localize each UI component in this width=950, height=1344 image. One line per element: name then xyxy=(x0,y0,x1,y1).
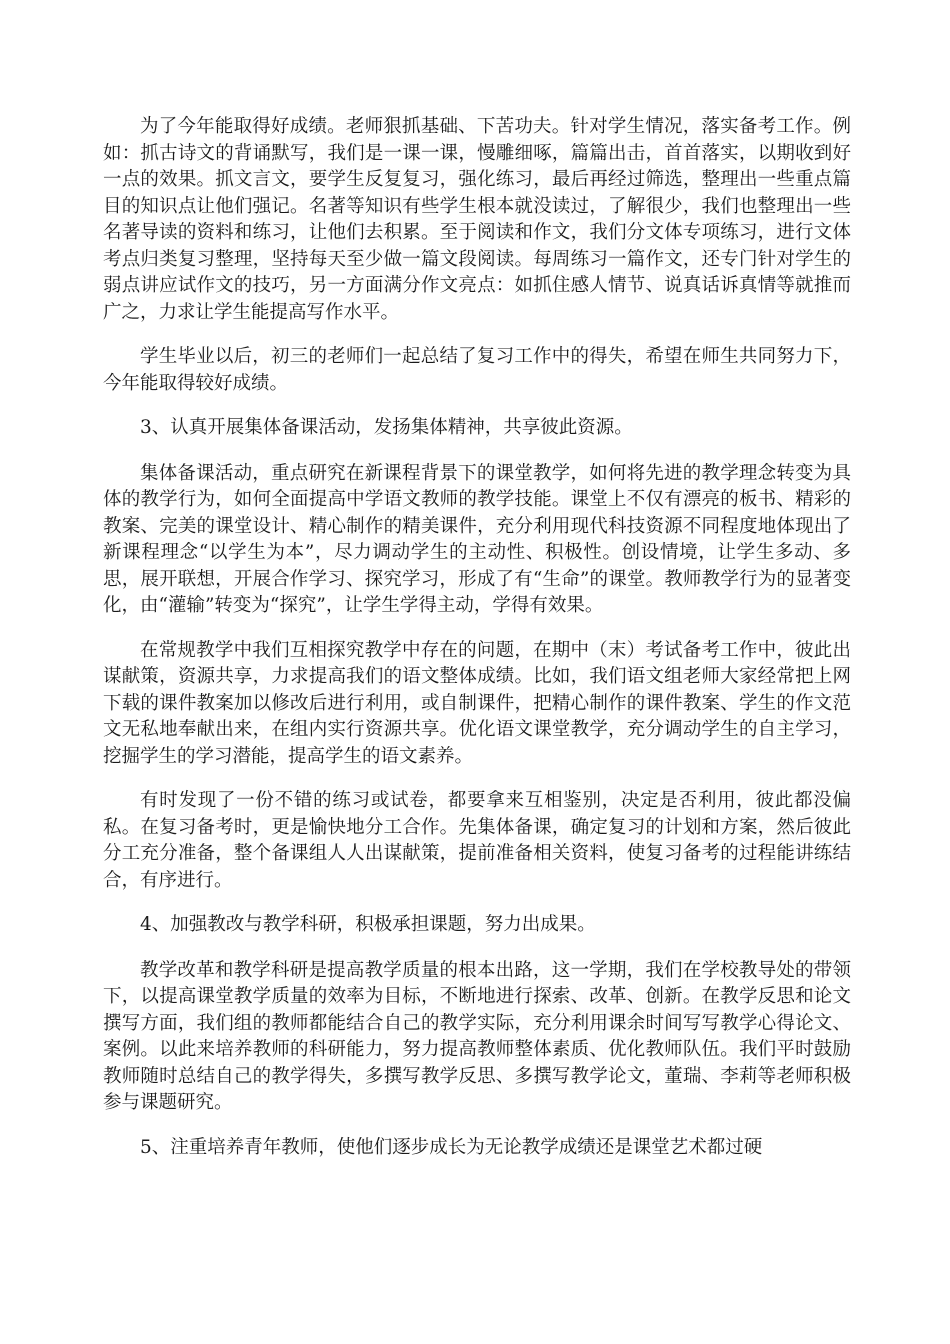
document-body xyxy=(103,114,851,1180)
paragraph-teaching-research: 教学改革和教学科研是提高教学质量的根本出路，这一学期，我们在学校教导处的带领下，以提高课堂教学质量的效率为目标，不断地进行探索、改革、创新。在教学反思和论文撰写方面，我们组的教师都能结合自己的教学实际，充分利用课余时间写写教学心得论文、案例。以此来培养教师的科研能力，努力提高教师整体素质、优化教师队伍。我们平时鼓励教师随时总结自己的教学得失，多撰写教学反思、多撰写教学论文，董瑞、李莉等老师积极参与课题研究。 xyxy=(103,959,851,1113)
section-heading-3: 3、认真开展集体备课活动，发扬集体精神，共享彼此资源。 xyxy=(140,417,633,438)
paragraph-collective-lesson-prep: 集体备课活动，重点研究在新课程背景下的课堂教学，如何将先进的教学理念转变为具体的教学行为，如何全面提高中学语文教师的教学技能。课堂上不仅有漂亮的板书、精彩的教案、完美的课堂设计、精心制作的精美课件，充分利用现代科技资源不同程度地体现出了新课程理念“以学生为本”，尽力调动学生的主动性、积极性。创设情境，让学生多动、多思，展开联想，开展合作学习、探究学习，形成了有“生命”的课堂。教师教学行为的显著变化，由“灌输”转变为“探究”，让学生学得主动，学得有效果。 xyxy=(103,462,851,616)
paragraph-exam-prep: 为了今年能取得好成绩。老师狠抓基础、下苦功夫。针对学生情况，落实备考工作。例如：抓古诗文的背诵默写，我们是一课一课，慢雕细啄，篇篇出击，首首落实，以期收到好一点的效果。抓文言文，要学生反复复习，强化练习，最后再经过筛选，整理出一些重点篇目的知识点让他们强记。名著等知识有些学生根本就没读过，了解很少，我们也整理出一些名著导读的资料和练习，让他们去积累。至于阅读和作文，我们分文体专项练习，进行文体考点归类复习整理，坚持每天至少做一篇文段阅读。每周练习一篇作文，还专门针对学生的弱点讲应试作文的技巧，另一方面满分作文亮点：如抓住感人情节、说真话诉真情等就推而广之，力求让学生能提高写作水平。 xyxy=(103,116,851,323)
paragraph-graduation-summary: 学生毕业以后，初三的老师们一起总结了复习工作中的得失，希望在师生共同努力下，今年能取得较好成绩。 xyxy=(103,346,851,394)
section-heading-4: 4、加强教改与教学科研，积极承担课题，努力出成果。 xyxy=(140,914,596,935)
paragraph-routine-teaching: 在常规教学中我们互相探究教学中存在的问题，在期中（末）考试备考工作中，彼此出谋献策，资源共享，力求提高我们的语文整体成绩。比如，我们语文组老师大家经常把上网下载的课件教案加以修改后进行利用，或自制课件，把精心制作的课件教案、学生的作文范文无私地奉献出来，在组内实行资源共享。优化语文课堂教学，充分调动学生的自主学习，挖掘学生的学习潜能，提高学生的语文素养。 xyxy=(103,639,851,767)
paragraph-shared-exercises: 有时发现了一份不错的练习或试卷，都要拿来互相鉴别，决定是否利用，彼此都没偏私。在复习备考时，更是愉快地分工合作。先集体备课，确定复习的计划和方案，然后彼此分工充分准备，整个备课组人人出谋献策，提前准备相关资料，使复习备考的过程能讲练结合，有序进行。 xyxy=(103,790,851,891)
section-heading-5: 5、注重培养青年教师，使他们逐步成长为无论教学成绩还是课堂艺术都过硬 xyxy=(140,1136,763,1158)
